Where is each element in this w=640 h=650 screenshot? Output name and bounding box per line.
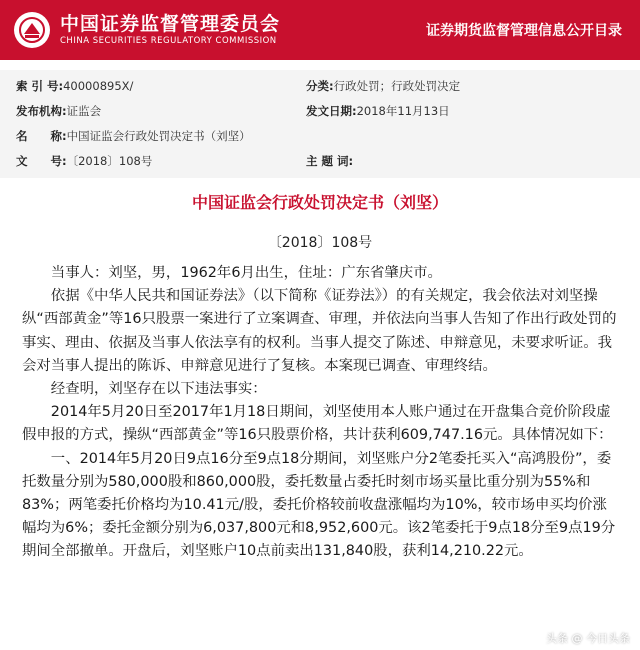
publisher-value: 证监会 bbox=[66, 104, 102, 118]
org-name-cn: 中国证券监督管理委员会 bbox=[60, 13, 281, 35]
name-label: 名 称: bbox=[16, 129, 67, 143]
document-body bbox=[22, 262, 620, 564]
date-value: 2018年11月13日 bbox=[356, 104, 450, 118]
doc-number-label: 文 号: bbox=[16, 154, 67, 168]
csrc-emblem-icon[interactable] bbox=[14, 12, 50, 48]
watermark: 头条 @ 今日头条 bbox=[546, 632, 630, 645]
publisher-label: 发布机构: bbox=[16, 104, 67, 118]
org-name-en: CHINA SECURITIES REGULATORY COMMISSION bbox=[60, 36, 277, 46]
meta-row-index bbox=[16, 76, 624, 96]
document-metadata bbox=[0, 70, 640, 178]
document-number: 〔2018〕108号 bbox=[267, 235, 373, 251]
emblem-graphic bbox=[18, 16, 46, 44]
date-label: 发文日期: bbox=[306, 104, 357, 118]
paragraph-basis: 依据《中华人民共和国证券法》（以下简称《证券法》）的有关规定，我会依法对刘坚操纵“西部黄金”等16只股票一案进行了立案调查、审理，并依法向当事人告知了作出行政处罚的事实、理由、依据及当事人依法享有的权利。当事人提交了陈述、申辩意见，未要求听证。我会对当事人提出的陈诉、申辩意见进行了复核。本案现已调查、审理终结。 bbox=[22, 288, 617, 374]
organization-name bbox=[60, 13, 280, 47]
category-value: 行政处罚；行政处罚决定 bbox=[333, 79, 461, 93]
site-header bbox=[0, 0, 640, 60]
meta-row-doc bbox=[16, 151, 624, 171]
index-label: 索 引 号: bbox=[16, 79, 64, 93]
meta-row-publisher bbox=[16, 101, 624, 121]
paragraph-case-one: 一、2014年5月20日9点16分至9点18分期间，刘坚账户分2笔委托买入“高鸿股份”，委托数量分别为580,000股和860,000股，委托数量占委托时刻市场买量比重分别为55%和83%；两笔委托价格均为10.41元/股，委托价格较前收盘涨幅均为10%，较市场申买均价涨幅均为6%；委托金额分别为6,037,800元和8,952,600元。该2笔委托于9点18分至9点19分期间全部撤单。开盘后，刘坚账户10点前卖出131,840股，获利14,210.22元。 bbox=[22, 450, 616, 560]
paragraph-findings-intro: 经查明，刘坚存在以下违法事实： bbox=[50, 381, 267, 398]
category-label: 分类: bbox=[306, 79, 334, 93]
document-title: 中国证监会行政处罚决定书（刘坚） bbox=[191, 193, 448, 212]
paragraph-party: 当事人：刘坚，男，1962年6月出生，住址：广东省肇庆市。 bbox=[50, 265, 442, 281]
name-value: 中国证监会行政处罚决定书（刘坚） bbox=[66, 129, 251, 143]
directory-title-link[interactable]: 证券期货监督管理信息公开目录 bbox=[426, 23, 622, 39]
index-value: 40000895X/ bbox=[63, 79, 134, 93]
paragraph-summary: 2014年5月20日至2017年1月18日期间，刘坚使用本人账户通过在开盘集合竞价阶段虚假申报的方式，操纵“西部黄金”等16只股票价格，共计获利609,747.16元。具体情况如下： bbox=[22, 404, 613, 444]
doc-number-value: 〔2018〕108号 bbox=[66, 154, 153, 168]
meta-row-name bbox=[16, 126, 624, 146]
subject-label: 主 题 词: bbox=[306, 154, 354, 168]
